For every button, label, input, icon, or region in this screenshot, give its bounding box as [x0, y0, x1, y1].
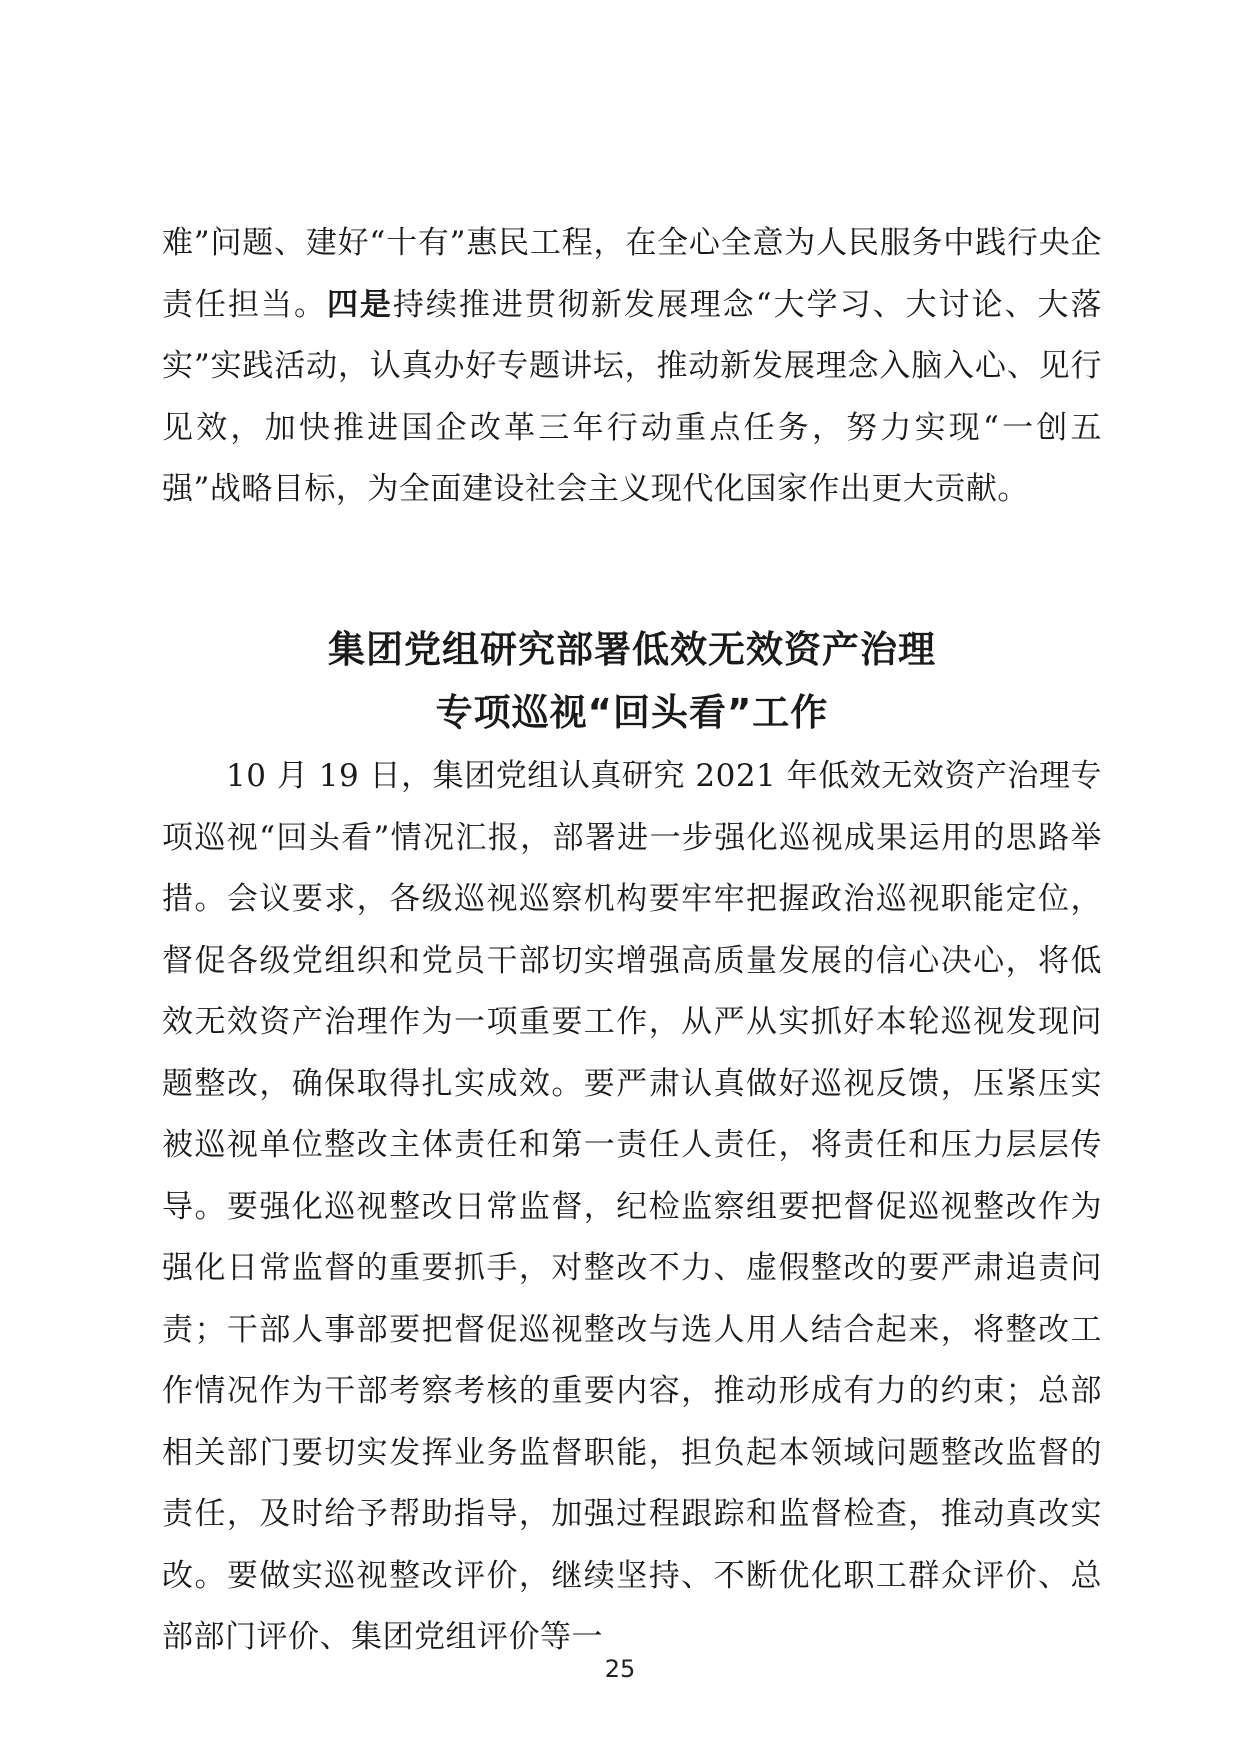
continuation-bold-lead: 四是	[326, 286, 393, 323]
page-number: 25	[604, 1655, 636, 1683]
article-body-paragraph: 10 月 19 日，集团党组认真研究 2021 年低效无效资产治理专项巡视“回头看”情况汇报，部署进一步强化巡视成果运用的思路举措。会议要求，各级巡视巡察机构要牢牢把握政治巡视职能定位，督促各级党组织和党员干部切实增强高质量发展的信心决心，将低效无效资产治理作为一项重要工作，从严从实抓好本轮巡视发现问题整改，确保取得扎实成效。要严肃认真做好巡视反馈，压紧压实被巡视单位整改主体责任和第一责任人责任，将责任和压力层层传导。要强化巡视整改日常监督，纪检监察组要把督促巡视整改作为强化日常监督的重要抓手，对整改不力、虚假整改的要严肃追责问责；干部人事部要把督促巡视整改与选人用人结合起来，将整改工作情况作为干部考察考核的重要内容，推动形成有力的约束；总部相关部门要切实发挥业务监督职能，担负起本领域问题整改监督的责任，及时给予帮助指导，加强过程跟踪和监督检查，推动真改实改。要做实巡视整改评价，继续坚持、不断优化职工群众评价、总部部门评价、集团党组评价等一	[162, 758, 1102, 1655]
continuation-text-after: 持续推进贯彻新发展理念“大学习、大讨论、大落实”实践活动，认真办好专题讲坛，推动新发展理念入脑入心、见行见效，加快推进国企改革三年行动重点任务，努力实现“一创五强”战略目标，为全面建设社会主义现代化国家作出更大贡献。	[162, 286, 1102, 507]
article-title	[162, 618, 1102, 744]
continuation-text-before: 难”问题、建好“十有”惠民工程，在全心全意为人民服务中践行央企责任担当。	[162, 225, 1102, 323]
article-title-line-1: 集团党组研究部署低效无效资产治理	[328, 628, 936, 671]
article-title-line-2: 专项巡视“回头看”工作	[435, 691, 829, 734]
continuation-paragraph	[162, 213, 1102, 521]
